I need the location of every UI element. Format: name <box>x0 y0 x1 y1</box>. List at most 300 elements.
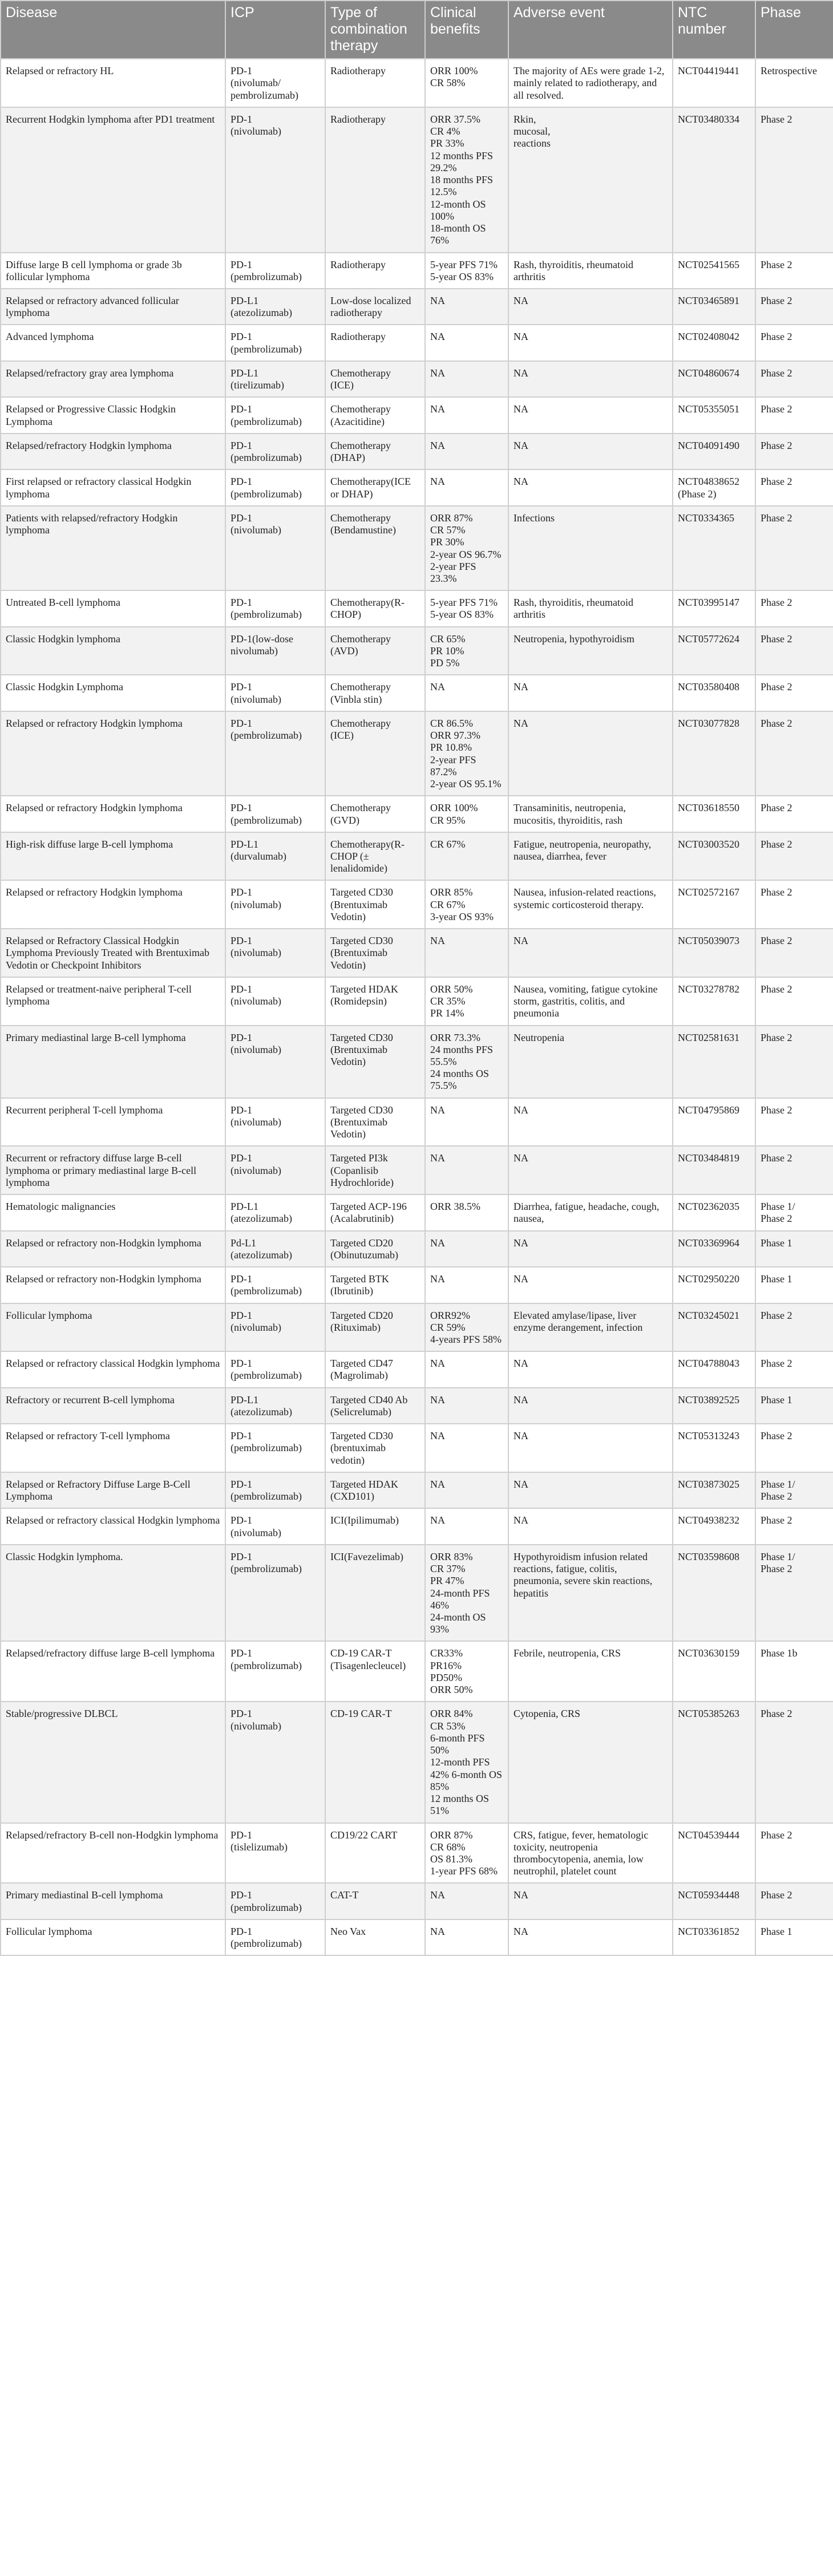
cell-phase: Phase 2 <box>755 1303 833 1352</box>
cell-ntc-number: NCT03995147 <box>673 590 755 626</box>
cell-ntc-number: NCT02950220 <box>673 1267 755 1303</box>
cell-therapy-type: ICI(Favezelimab) <box>325 1545 425 1642</box>
cell-clinical-benefits: ORR 87% CR 68% OS 81.3% 1-year PFS 68% <box>425 1823 508 1884</box>
cell-disease: Relapsed or refractory HL <box>1 59 225 107</box>
cell-therapy-type: Targeted CD30 (brentuximab vedotin) <box>325 1424 425 1472</box>
table-row <box>1 796 833 832</box>
cell-disease: Refractory or recurrent B-cell lymphoma <box>1 1388 225 1424</box>
cell-disease: Relapsed or Progressive Classic Hodgkin Lymphoma <box>1 397 225 433</box>
cell-adverse-event: NA <box>508 1146 673 1194</box>
table-row <box>1 1146 833 1194</box>
cell-phase: Phase 1 <box>755 1388 833 1424</box>
cell-clinical-benefits: ORR 50% CR 35% PR 14% <box>425 977 508 1026</box>
cell-disease: Relapsed or refractory non-Hodgkin lymphoma <box>1 1267 225 1303</box>
cell-ntc-number: NCT03278782 <box>673 977 755 1026</box>
cell-clinical-benefits: ORR 87% CR 57% PR 30% 2-year OS 96.7% 2-year PFS 23.3% <box>425 506 508 590</box>
cell-icp: PD-1 (nivolumab) <box>225 880 325 929</box>
cell-disease: Relapsed or refractory T-cell lymphoma <box>1 1424 225 1472</box>
cell-icp: PD-1 (pembrolizumab) <box>225 253 325 289</box>
cell-adverse-event: Cytopenia, CRS <box>508 1702 673 1822</box>
cell-therapy-type: CAT-T <box>325 1883 425 1919</box>
cell-disease: Relapsed or treatment-naive peripheral T-cell lymphoma <box>1 977 225 1026</box>
cell-disease: Relapsed/refractory diffuse large B-cell lymphoma <box>1 1641 225 1702</box>
cell-therapy-type: CD19/22 CART <box>325 1823 425 1884</box>
table-row <box>1 1883 833 1919</box>
cell-adverse-event: NA <box>508 1267 673 1303</box>
table-row <box>1 469 833 505</box>
column-header-adverse-event: Adverse event <box>508 1 673 59</box>
cell-clinical-benefits: NA <box>425 1919 508 1955</box>
cell-disease: Relapsed or Refractory Classical Hodgkin Lymphoma Previously Treated with Brentuximab Vedotin or Checkpoint Inhibitors <box>1 929 225 977</box>
cell-ntc-number: NCT03892525 <box>673 1388 755 1424</box>
cell-ntc-number: NCT02408042 <box>673 325 755 361</box>
cell-icp: PD-1 (pembrolizumab) <box>225 1641 325 1702</box>
cell-therapy-type: Neo Vax <box>325 1919 425 1955</box>
cell-disease: Recurrent peripheral T-cell lymphoma <box>1 1098 225 1147</box>
table-row <box>1 253 833 289</box>
cell-icp: PD-1 (pembrolizumab) <box>225 1545 325 1642</box>
cell-icp: PD-1 (nivolumab) <box>225 675 325 711</box>
cell-adverse-event: NA <box>508 325 673 361</box>
cell-ntc-number: NCT03361852 <box>673 1919 755 1955</box>
table-row <box>1 107 833 253</box>
cell-icp: PD-1 (pembrolizumab) <box>225 1267 325 1303</box>
cell-adverse-event: NA <box>508 361 673 397</box>
cell-therapy-type: Chemotherapy (GVD) <box>325 796 425 832</box>
cell-disease: Advanced lymphoma <box>1 325 225 361</box>
cell-phase: Phase 2 <box>755 506 833 590</box>
cell-adverse-event: Neutropenia <box>508 1026 673 1098</box>
cell-phase: Phase 2 <box>755 107 833 253</box>
cell-icp: PD-1 (pembrolizumab) <box>225 711 325 796</box>
table-row <box>1 1545 833 1642</box>
cell-adverse-event: NA <box>508 469 673 505</box>
cell-adverse-event: The majority of AEs were grade 1-2, mainly related to radiotherapy, and all resolved. <box>508 59 673 107</box>
cell-clinical-benefits: NA <box>425 1508 508 1544</box>
cell-phase: Phase 2 <box>755 1098 833 1147</box>
cell-therapy-type: Chemotherapy(R-CHOP) <box>325 590 425 626</box>
table-row <box>1 832 833 881</box>
cell-icp: PD-1 (nivolumab) <box>225 1508 325 1544</box>
cell-therapy-type: Targeted HDAK (CXD101) <box>325 1472 425 1508</box>
cell-therapy-type: Chemotherapy (Azacitidine) <box>325 397 425 433</box>
cell-ntc-number: NCT05772624 <box>673 627 755 675</box>
cell-phase: Phase 2 <box>755 469 833 505</box>
column-header-therapy-type: Type of combination therapy <box>325 1 425 59</box>
cell-therapy-type: Targeted BTK (Ibrutinib) <box>325 1267 425 1303</box>
cell-adverse-event: NA <box>508 1919 673 1955</box>
cell-disease: Relapsed or refractory Hodgkin lymphoma <box>1 711 225 796</box>
cell-clinical-benefits: ORR 84% CR 53% 6-month PFS 50% 12-month PFS 42% 6-month OS 85% 12 months OS 51% <box>425 1702 508 1822</box>
cell-therapy-type: Targeted CD30 (Brentuximab Vedotin) <box>325 1026 425 1098</box>
cell-adverse-event: NA <box>508 1388 673 1424</box>
cell-adverse-event: NA <box>508 1472 673 1508</box>
cell-ntc-number: NCT05934448 <box>673 1883 755 1919</box>
cell-adverse-event: Diarrhea, fatigue, headache, cough, nausea, <box>508 1194 673 1230</box>
cell-adverse-event: Neutropenia, hypothyroidism <box>508 627 673 675</box>
cell-phase: Phase 2 <box>755 361 833 397</box>
cell-therapy-type: Targeted PI3k (Copanlisib Hydrochloride) <box>325 1146 425 1194</box>
cell-icp: PD-1 (pembrolizumab) <box>225 1424 325 1472</box>
cell-phase: Phase 1 <box>755 1267 833 1303</box>
cell-therapy-type: Targeted CD20 (Obinutuzumab) <box>325 1231 425 1267</box>
cell-ntc-number: NCT04788043 <box>673 1351 755 1387</box>
table-row <box>1 1508 833 1544</box>
table-row <box>1 880 833 929</box>
cell-adverse-event: NA <box>508 711 673 796</box>
cell-therapy-type: Chemotherapy(ICE or DHAP) <box>325 469 425 505</box>
cell-clinical-benefits: NA <box>425 1388 508 1424</box>
cell-phase: Phase 1 <box>755 1919 833 1955</box>
cell-adverse-event: Nausea, vomiting, fatigue cytokine storm, gastritis, colitis, and pneumonia <box>508 977 673 1026</box>
cell-phase: Phase 2 <box>755 832 833 881</box>
table-row <box>1 1303 833 1352</box>
table-row <box>1 1098 833 1147</box>
cell-clinical-benefits: NA <box>425 929 508 977</box>
cell-therapy-type: Chemotherapy (Bendamustine) <box>325 506 425 590</box>
table-header <box>1 1 833 59</box>
cell-therapy-type: Targeted CD30 (Brentuximab Vedotin) <box>325 1098 425 1147</box>
cell-icp: PD-1(low-dose nivolumab) <box>225 627 325 675</box>
cell-adverse-event: Infections <box>508 506 673 590</box>
cell-clinical-benefits: NA <box>425 1146 508 1194</box>
cell-therapy-type: Low-dose localized radiotherapy <box>325 289 425 325</box>
column-header-disease: Disease <box>1 1 225 59</box>
cell-phase: Phase 2 <box>755 590 833 626</box>
cell-disease: Follicular lymphoma <box>1 1303 225 1352</box>
cell-icp: PD-L1 (tirelizumab) <box>225 361 325 397</box>
cell-clinical-benefits: NA <box>425 1231 508 1267</box>
table-row <box>1 1472 833 1508</box>
cell-clinical-benefits: NA <box>425 1883 508 1919</box>
cell-icp: PD-1 (pembrolizumab) <box>225 590 325 626</box>
cell-icp: PD-1 (nivolumab/ pembrolizumab) <box>225 59 325 107</box>
table-row <box>1 397 833 433</box>
table-row <box>1 711 833 796</box>
cell-phase: Phase 1/ Phase 2 <box>755 1194 833 1230</box>
cell-ntc-number: NCT03580408 <box>673 675 755 711</box>
cell-disease: Diffuse large B cell lymphoma or grade 3b follicular lymphoma <box>1 253 225 289</box>
cell-adverse-event: NA <box>508 289 673 325</box>
header-row <box>1 1 833 59</box>
cell-therapy-type: Targeted CD20 (Rituximab) <box>325 1303 425 1352</box>
cell-therapy-type: Radiotherapy <box>325 59 425 107</box>
table-row <box>1 627 833 675</box>
cell-disease: Classic Hodgkin Lymphoma <box>1 675 225 711</box>
cell-phase: Phase 2 <box>755 977 833 1026</box>
cell-disease: Classic Hodgkin lymphoma <box>1 627 225 675</box>
cell-ntc-number: NCT03618550 <box>673 796 755 832</box>
cell-adverse-event: Rkin, mucosal, reactions <box>508 107 673 253</box>
cell-therapy-type: Chemotherapy (Vinbla stin) <box>325 675 425 711</box>
table-row <box>1 289 833 325</box>
cell-clinical-benefits: NA <box>425 325 508 361</box>
cell-icp: PD-1 (tislelizumab) <box>225 1823 325 1884</box>
cell-disease: Relapsed/refractory B-cell non-Hodgkin lymphoma <box>1 1823 225 1884</box>
cell-phase: Phase 2 <box>755 627 833 675</box>
cell-disease: First relapsed or refractory classical Hodgkin lymphoma <box>1 469 225 505</box>
cell-icp: Pd-L1 (atezolizumab) <box>225 1231 325 1267</box>
cell-disease: Stable/progressive DLBCL <box>1 1702 225 1822</box>
cell-clinical-benefits: NA <box>425 1351 508 1387</box>
cell-ntc-number: NCT04795869 <box>673 1098 755 1147</box>
cell-icp: PD-1 (pembrolizumab) <box>225 397 325 433</box>
cell-disease: Relapsed or refractory classical Hodgkin lymphoma <box>1 1351 225 1387</box>
cell-clinical-benefits: ORR 37.5% CR 4% PR 33% 12 months PFS 29.2% 18 months PFS 12.5% 12-month OS 100% 18-month OS 76% <box>425 107 508 253</box>
cell-disease: Classic Hodgkin lymphoma. <box>1 1545 225 1642</box>
cell-disease: Relapsed or Refractory Diffuse Large B-Cell Lymphoma <box>1 1472 225 1508</box>
cell-disease: Relapsed or refractory advanced follicular lymphoma <box>1 289 225 325</box>
cell-clinical-benefits: ORR 73.3% 24 months PFS 55.5% 24 months OS 75.5% <box>425 1026 508 1098</box>
cell-phase: Phase 2 <box>755 1424 833 1472</box>
cell-icp: PD-1 (pembrolizumab) <box>225 325 325 361</box>
cell-clinical-benefits: CR 65% PR 10% PD 5% <box>425 627 508 675</box>
cell-clinical-benefits: NA <box>425 1098 508 1147</box>
cell-ntc-number: NCT03369964 <box>673 1231 755 1267</box>
cell-adverse-event: Rash, thyroiditis, rheumatoid arthritis <box>508 253 673 289</box>
cell-therapy-type: Chemotherapy (DHAP) <box>325 434 425 469</box>
cell-ntc-number: NCT03077828 <box>673 711 755 796</box>
cell-ntc-number: NCT04091490 <box>673 434 755 469</box>
table-row <box>1 325 833 361</box>
cell-adverse-event: NA <box>508 1231 673 1267</box>
cell-ntc-number: NCT02541565 <box>673 253 755 289</box>
cell-adverse-event: Elevated amylase/lipase, liver enzyme derangement, infection <box>508 1303 673 1352</box>
cell-ntc-number: NCT04838652 (Phase 2) <box>673 469 755 505</box>
cell-adverse-event: NA <box>508 1351 673 1387</box>
cell-ntc-number: NCT03873025 <box>673 1472 755 1508</box>
cell-icp: PD-1 (pembrolizumab) <box>225 1919 325 1955</box>
cell-adverse-event: Hypothyroidism infusion related reactions, fatigue, colitis, pneumonia, severe skin reactions, hepatitis <box>508 1545 673 1642</box>
cell-therapy-type: Radiotherapy <box>325 107 425 253</box>
cell-phase: Phase 1/ Phase 2 <box>755 1472 833 1508</box>
cell-therapy-type: ICI(Ipilimumab) <box>325 1508 425 1544</box>
cell-phase: Phase 2 <box>755 711 833 796</box>
cell-phase: Phase 1 <box>755 1231 833 1267</box>
cell-therapy-type: Radiotherapy <box>325 325 425 361</box>
cell-phase: Phase 2 <box>755 253 833 289</box>
cell-clinical-benefits: NA <box>425 1424 508 1472</box>
cell-disease: Relapsed or refractory classical Hodgkin lymphoma <box>1 1508 225 1544</box>
cell-disease: Relapsed or refractory Hodgkin lymphoma <box>1 796 225 832</box>
cell-ntc-number: NCT03598608 <box>673 1545 755 1642</box>
cell-clinical-benefits: NA <box>425 397 508 433</box>
table-row <box>1 1267 833 1303</box>
cell-clinical-benefits: NA <box>425 434 508 469</box>
cell-phase: Phase 2 <box>755 325 833 361</box>
cell-phase: Phase 2 <box>755 1883 833 1919</box>
cell-adverse-event: NA <box>508 1883 673 1919</box>
table-row <box>1 1194 833 1230</box>
cell-phase: Phase 2 <box>755 1823 833 1884</box>
table-row <box>1 1424 833 1472</box>
cell-therapy-type: CD-19 CAR-T (Tisagenlecleucel) <box>325 1641 425 1702</box>
cell-disease: Patients with relapsed/refractory Hodgkin lymphoma <box>1 506 225 590</box>
cell-clinical-benefits: ORR 100% CR 95% <box>425 796 508 832</box>
cell-icp: PD-1 (pembrolizumab) <box>225 1883 325 1919</box>
cell-clinical-benefits: NA <box>425 1472 508 1508</box>
cell-phase: Phase 2 <box>755 289 833 325</box>
cell-adverse-event: Fatigue, neutropenia, neuropathy, nausea, diarrhea, fever <box>508 832 673 881</box>
cell-clinical-benefits: ORR 85% CR 67% 3-year OS 93% <box>425 880 508 929</box>
cell-therapy-type: Targeted CD30 (Brentuximab Vedotin) <box>325 929 425 977</box>
cell-disease: Relapsed or refractory Hodgkin lymphoma <box>1 880 225 929</box>
cell-therapy-type: Chemotherapy (ICE) <box>325 711 425 796</box>
table-row <box>1 977 833 1026</box>
cell-ntc-number: NCT05355051 <box>673 397 755 433</box>
table-body <box>1 59 833 1955</box>
cell-therapy-type: Chemotherapy (ICE) <box>325 361 425 397</box>
cell-ntc-number: NCT05039073 <box>673 929 755 977</box>
cell-icp: PD-1 (pembrolizumab) <box>225 434 325 469</box>
cell-clinical-benefits: NA <box>425 675 508 711</box>
cell-adverse-event: Febrile, neutropenia, CRS <box>508 1641 673 1702</box>
cell-disease: Primary mediastinal large B-cell lymphoma <box>1 1026 225 1098</box>
cell-icp: PD-1 (nivolumab) <box>225 107 325 253</box>
cell-clinical-benefits: NA <box>425 1267 508 1303</box>
cell-phase: Phase 2 <box>755 880 833 929</box>
table-row <box>1 506 833 590</box>
cell-icp: PD-1 (nivolumab) <box>225 1098 325 1147</box>
cell-ntc-number: NCT04539444 <box>673 1823 755 1884</box>
cell-disease: Recurrent Hodgkin lymphoma after PD1 treatment <box>1 107 225 253</box>
cell-therapy-type: Radiotherapy <box>325 253 425 289</box>
cell-phase: Phase 2 <box>755 1351 833 1387</box>
cell-phase: Phase 2 <box>755 1146 833 1194</box>
cell-ntc-number: NCT05385263 <box>673 1702 755 1822</box>
cell-ntc-number: NCT0334365 <box>673 506 755 590</box>
cell-therapy-type: Targeted CD40 Ab (Selicrelumab) <box>325 1388 425 1424</box>
cell-adverse-event: Nausea, infusion-related reactions, systemic corticosteroid therapy. <box>508 880 673 929</box>
cell-phase: Phase 2 <box>755 675 833 711</box>
cell-icp: PD-1 (nivolumab) <box>225 1146 325 1194</box>
table-row <box>1 1231 833 1267</box>
cell-clinical-benefits: CR 86.5% ORR 97.3% PR 10.8% 2-year PFS 87.2% 2-year OS 95.1% <box>425 711 508 796</box>
cell-ntc-number: NCT05313243 <box>673 1424 755 1472</box>
cell-ntc-number: NCT04938232 <box>673 1508 755 1544</box>
cell-adverse-event: NA <box>508 1508 673 1544</box>
cell-icp: PD-1 (pembrolizumab) <box>225 1351 325 1387</box>
cell-icp: PD-1 (nivolumab) <box>225 506 325 590</box>
cell-adverse-event: NA <box>508 1098 673 1147</box>
cell-therapy-type: Chemotherapy(R-CHOP (± lenalidomide) <box>325 832 425 881</box>
cell-icp: PD-1 (pembrolizumab) <box>225 796 325 832</box>
table-row <box>1 1388 833 1424</box>
cell-clinical-benefits: NA <box>425 289 508 325</box>
table-row <box>1 1919 833 1955</box>
cell-ntc-number: NCT04419441 <box>673 59 755 107</box>
cell-disease: Untreated B-cell lymphoma <box>1 590 225 626</box>
table-row <box>1 929 833 977</box>
cell-ntc-number: NCT03484819 <box>673 1146 755 1194</box>
cell-therapy-type: Targeted HDAK (Romidepsin) <box>325 977 425 1026</box>
cell-therapy-type: Targeted CD30 (Brentuximab Vedotin) <box>325 880 425 929</box>
cell-clinical-benefits: ORR 83% CR 37% PR 47% 24-month PFS 46% 24-month OS 93% <box>425 1545 508 1642</box>
table-row <box>1 1823 833 1884</box>
cell-icp: PD-1 (pembrolizumab) <box>225 469 325 505</box>
cell-clinical-benefits: 5-year PFS 71% 5-year OS 83% <box>425 253 508 289</box>
cell-clinical-benefits: ORR 38.5% <box>425 1194 508 1230</box>
cell-icp: PD-L1 (atezolizumab) <box>225 1194 325 1230</box>
table-row <box>1 590 833 626</box>
cell-icp: PD-L1 (durvalumab) <box>225 832 325 881</box>
cell-clinical-benefits: NA <box>425 469 508 505</box>
cell-phase: Phase 2 <box>755 397 833 433</box>
cell-icp: PD-1 (nivolumab) <box>225 977 325 1026</box>
cell-ntc-number: NCT03245021 <box>673 1303 755 1352</box>
cell-phase: Phase 2 <box>755 796 833 832</box>
cell-icp: PD-1 (nivolumab) <box>225 1303 325 1352</box>
cell-disease: Relapsed/refractory gray area lymphoma <box>1 361 225 397</box>
cell-clinical-benefits: CR 67% <box>425 832 508 881</box>
column-header-clinical-benefits: Clinical benefits <box>425 1 508 59</box>
cell-ntc-number: NCT02362035 <box>673 1194 755 1230</box>
cell-clinical-benefits: ORR92% CR 59% 4-years PFS 58% <box>425 1303 508 1352</box>
table-row <box>1 361 833 397</box>
cell-phase: Phase 2 <box>755 1026 833 1098</box>
cell-adverse-event: Rash, thyroiditis, rheumatoid arthritis <box>508 590 673 626</box>
cell-phase: Phase 2 <box>755 1702 833 1822</box>
cell-phase: Phase 2 <box>755 434 833 469</box>
cell-icp: PD-1 (pembrolizumab) <box>225 1472 325 1508</box>
column-header-icp: ICP <box>225 1 325 59</box>
cell-adverse-event: CRS, fatigue, fever, hematologic toxicity, neutropenia thrombocytopenia, anemia, low neutrophil, platelet count <box>508 1823 673 1884</box>
cell-ntc-number: NCT02581631 <box>673 1026 755 1098</box>
cell-ntc-number: NCT03630159 <box>673 1641 755 1702</box>
table-row <box>1 1702 833 1822</box>
cell-ntc-number: NCT02572167 <box>673 880 755 929</box>
cell-adverse-event: NA <box>508 929 673 977</box>
cell-icp: PD-1 (nivolumab) <box>225 1702 325 1822</box>
cell-disease: High-risk diffuse large B-cell lymphoma <box>1 832 225 881</box>
cell-icp: PD-1 (nivolumab) <box>225 929 325 977</box>
cell-disease: Recurrent or refractory diffuse large B-cell lymphoma or primary mediastinal large B-cell lymphoma <box>1 1146 225 1194</box>
cell-phase: Phase 1/ Phase 2 <box>755 1545 833 1642</box>
cell-disease: Relapsed/refractory Hodgkin lymphoma <box>1 434 225 469</box>
cell-disease: Follicular lymphoma <box>1 1919 225 1955</box>
cell-adverse-event: Transaminitis, neutropenia, mucositis, thyroiditis, rash <box>508 796 673 832</box>
cell-icp: PD-L1 (atezolizumab) <box>225 1388 325 1424</box>
table-row <box>1 1351 833 1387</box>
cell-disease: Primary mediastinal B-cell lymphoma <box>1 1883 225 1919</box>
cell-ntc-number: NCT03465891 <box>673 289 755 325</box>
cell-phase: Phase 2 <box>755 1508 833 1544</box>
cell-adverse-event: NA <box>508 397 673 433</box>
cell-icp: PD-1 (nivolumab) <box>225 1026 325 1098</box>
cell-adverse-event: NA <box>508 434 673 469</box>
cell-ntc-number: NCT04860674 <box>673 361 755 397</box>
cell-adverse-event: NA <box>508 1424 673 1472</box>
cell-disease: Hematologic malignancies <box>1 1194 225 1230</box>
cell-clinical-benefits: CR33% PR16% PD50% ORR 50% <box>425 1641 508 1702</box>
cell-phase: Phase 1b <box>755 1641 833 1702</box>
table-row <box>1 434 833 469</box>
cell-therapy-type: Chemotherapy (AVD) <box>325 627 425 675</box>
table-row <box>1 675 833 711</box>
cell-clinical-benefits: NA <box>425 361 508 397</box>
table-row <box>1 1026 833 1098</box>
cell-icp: PD-L1 (atezolizumab) <box>225 289 325 325</box>
cell-clinical-benefits: ORR 100% CR 58% <box>425 59 508 107</box>
cell-clinical-benefits: 5-year PFS 71% 5-year OS 83% <box>425 590 508 626</box>
cell-disease: Relapsed or refractory non-Hodgkin lymphoma <box>1 1231 225 1267</box>
cell-ntc-number: NCT03480334 <box>673 107 755 253</box>
column-header-ntc-number: NTC number <box>673 1 755 59</box>
cell-therapy-type: Targeted ACP-196 (Acalabrutinib) <box>325 1194 425 1230</box>
cell-therapy-type: Targeted CD47 (Magrolimab) <box>325 1351 425 1387</box>
cell-ntc-number: NCT03003520 <box>673 832 755 881</box>
cell-therapy-type: CD-19 CAR-T <box>325 1702 425 1822</box>
